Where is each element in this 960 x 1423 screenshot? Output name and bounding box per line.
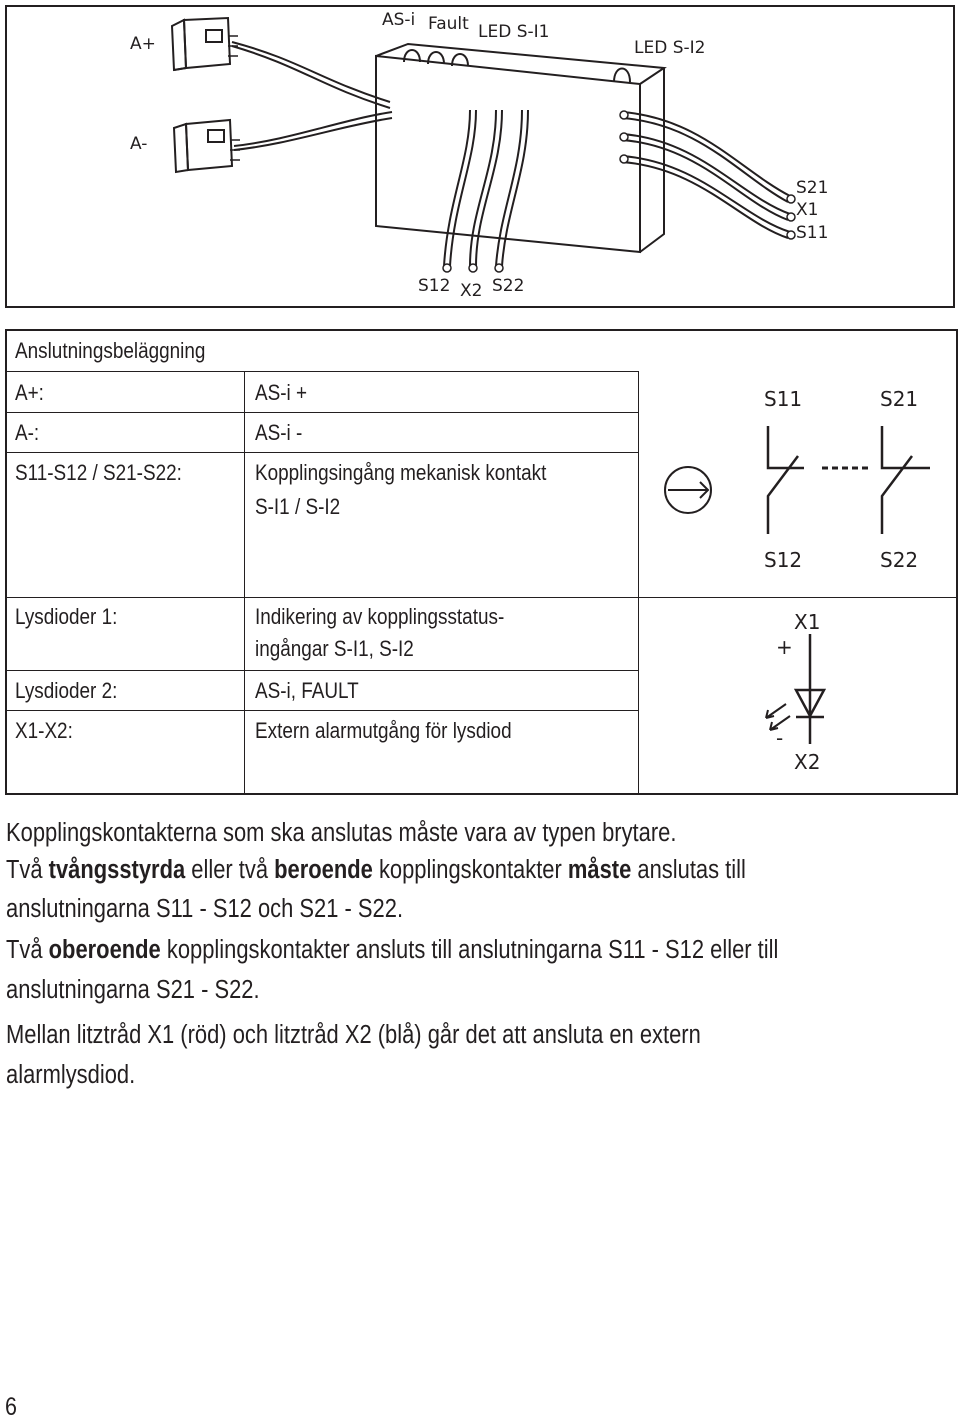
label-wire-x1: X1 [796,200,819,220]
paragraph-line: Kopplingskontakterna som ska anslutas måste vara av typen brytare. [6,819,677,847]
label-led-si2: LED S-I2 [634,38,706,58]
label-led-asi: AS-i [382,10,416,30]
table-value: S-I1 / S-I2 [255,494,341,519]
table-key: Lysdioder 2: [15,678,118,703]
page-number: 6 [5,1393,17,1421]
paragraph-line: anslutningarna S11 - S12 och S21 - S22. [6,895,404,923]
table-key: X1-X2: [15,718,73,743]
text-run: Två [6,856,49,884]
emphasis-text: oberoende [48,936,161,964]
table-key: A+: [15,380,44,405]
emphasis-text: beroende [274,856,373,884]
label-wire-s11: S11 [796,223,829,243]
table-value: ingångar S-I1, S-I2 [255,636,414,661]
table-value: AS-i + [255,380,308,405]
emphasis-text: tvångsstyrda [48,856,186,884]
symbol-label-s21: S21 [880,387,919,411]
paragraph-line [6,850,952,890]
label-a-minus: A- [130,134,148,154]
table-key: S11-S12 / S21-S22: [15,460,182,485]
symbol-label-s12: S12 [764,548,803,572]
label-wire-s21: S21 [796,178,829,198]
paragraph-line: alarmlysdiod. [6,1061,136,1089]
label-wire-s12: S12 [418,276,451,296]
text-run: kopplingskontakter [372,856,568,884]
text-run: eller två [185,856,275,884]
table-key: Lysdioder 1: [15,604,118,629]
table-value: Extern alarmutgång för lysdiod [255,718,512,743]
paragraph-line: anslutningarna S21 - S22. [6,976,260,1004]
text-run: anslutas till [631,856,746,884]
symbol-label-minus: - [776,726,784,750]
table-title: Anslutningsbeläggning [15,338,206,363]
table-value: AS-i - [255,420,303,445]
table-value: Kopplingsingång mekanisk kontakt [255,460,547,485]
paragraph-line [6,930,952,970]
symbol-label-s11: S11 [764,387,803,411]
symbol-label-plus: + [776,635,793,659]
label-led-fault: Fault [428,14,469,34]
label-led-si1: LED S-I1 [478,22,550,42]
label-wire-s22: S22 [492,276,525,296]
label-wire-x2: X2 [460,281,483,301]
table-key: A-: [15,420,40,445]
text-run: Två [6,936,49,964]
paragraph-line: Mellan litztråd X1 (röd) och litztråd X2 (blå) går det att ansluta en extern [6,1021,701,1049]
symbol-label-s22: S22 [880,548,919,572]
emphasis-text: måste [567,856,632,884]
table-value: AS-i, FAULT [255,678,359,703]
label-a-plus: A+ [130,34,156,54]
table-value: Indikering av kopplingsstatus- [255,604,505,629]
symbol-label-x2: X2 [794,750,821,774]
text-run: kopplingskontakter ansluts till anslutningarna S11 - S12 eller till [160,936,779,964]
symbol-label-x1: X1 [794,610,821,634]
